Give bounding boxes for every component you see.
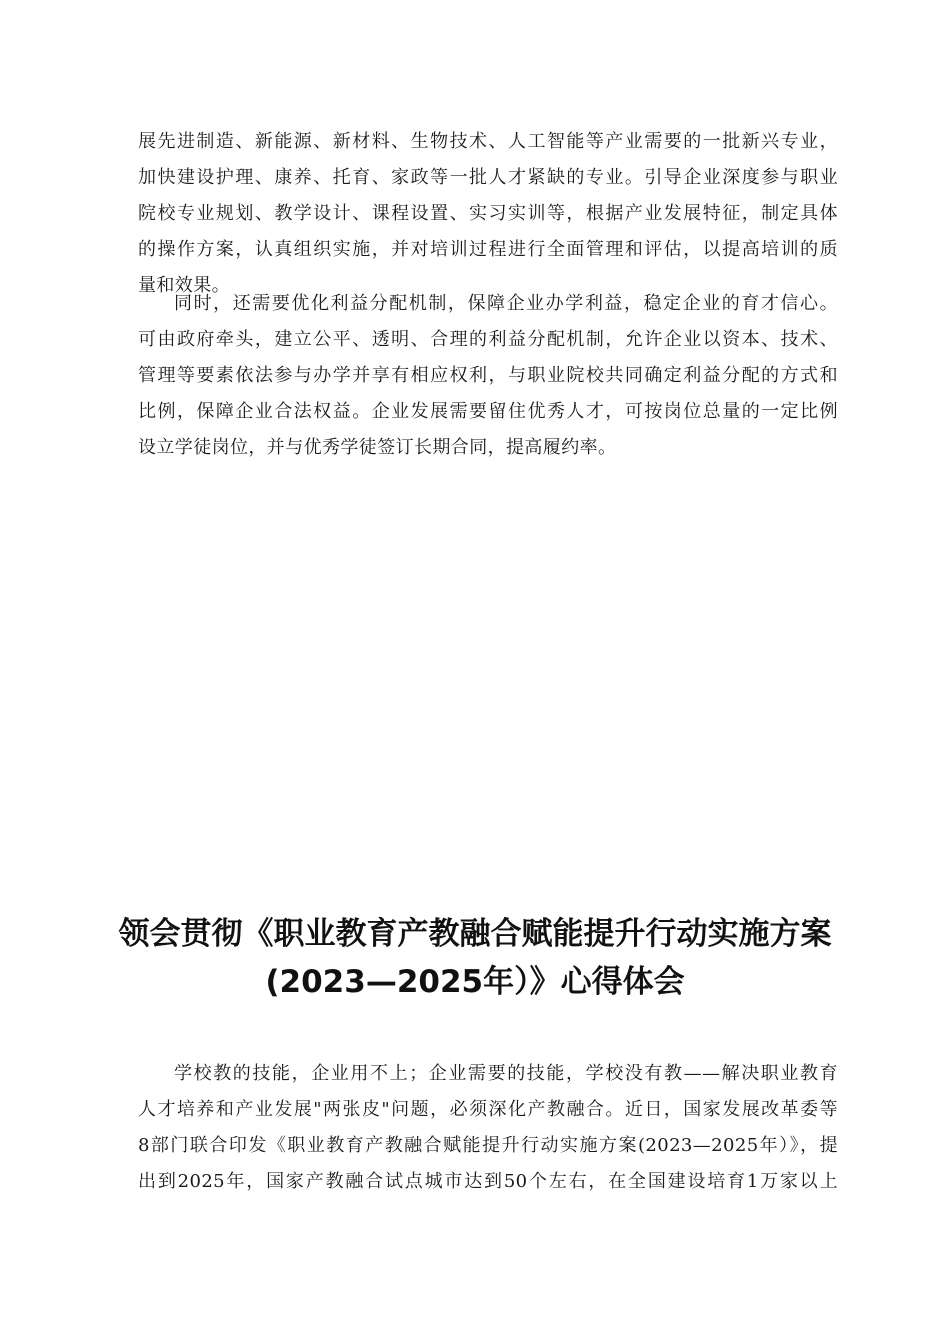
paragraph-benefit-distribution — [138, 286, 838, 466]
text-line: 人才培养和产业发展"两张皮"问题，必须深化产教融合。近日，国家发展改革委等 — [138, 1099, 838, 1120]
text-line: 学校教的技能，企业用不上；企业需要的技能，学校没有教——解决职业教育 — [174, 1063, 838, 1084]
article-title-line-2: (2023—2025年）》心得体会 — [265, 964, 685, 1000]
text-line: 可由政府牵头，建立公平、透明、合理的利益分配机制，允许企业以资本、技术、 — [138, 329, 838, 350]
text-line: 同时，还需要优化利益分配机制，保障企业办学利益，稳定企业的育才信心。 — [174, 293, 838, 314]
text-line: 出到2025年，国家产教融合试点城市达到50个左右，在全国建设培育1万家以上 — [138, 1171, 838, 1192]
text-line: 量和效果。 — [138, 275, 230, 296]
text-line: 展先进制造、新能源、新材料、生物技术、人工智能等产业需要的一批新兴专业， — [138, 131, 838, 152]
text-line: 的操作方案，认真组织实施，并对培训过程进行全面管理和评估，以提高培训的质 — [138, 239, 838, 260]
text-line: 设立学徒岗位，并与优秀学徒签订长期合同，提高履约率。 — [138, 437, 617, 458]
text-line: 管理等要素依法参与办学并享有相应权利，与职业院校共同确定利益分配的方式和 — [138, 365, 838, 386]
paragraph-talent-specialties — [138, 124, 838, 304]
text-line: 加快建设护理、康养、托育、家政等一批人才紧缺的专业。引导企业深度参与职业 — [138, 167, 838, 188]
text-line: 比例，保障企业合法权益。企业发展需要留住优秀人才，可按岗位总量的一定比例 — [138, 401, 838, 422]
text-line: 8部门联合印发《职业教育产教融合赋能提升行动实施方案(2023—2025年）》，提 — [138, 1135, 838, 1156]
paragraph-introduction — [138, 1056, 838, 1200]
article-title-line-1: 领会贯彻《职业教育产教融合赋能提升行动实施方案 — [118, 916, 832, 952]
text-line: 院校专业规划、教学设计、课程设置、实习实训等，根据产业发展特征，制定具体 — [138, 203, 838, 224]
